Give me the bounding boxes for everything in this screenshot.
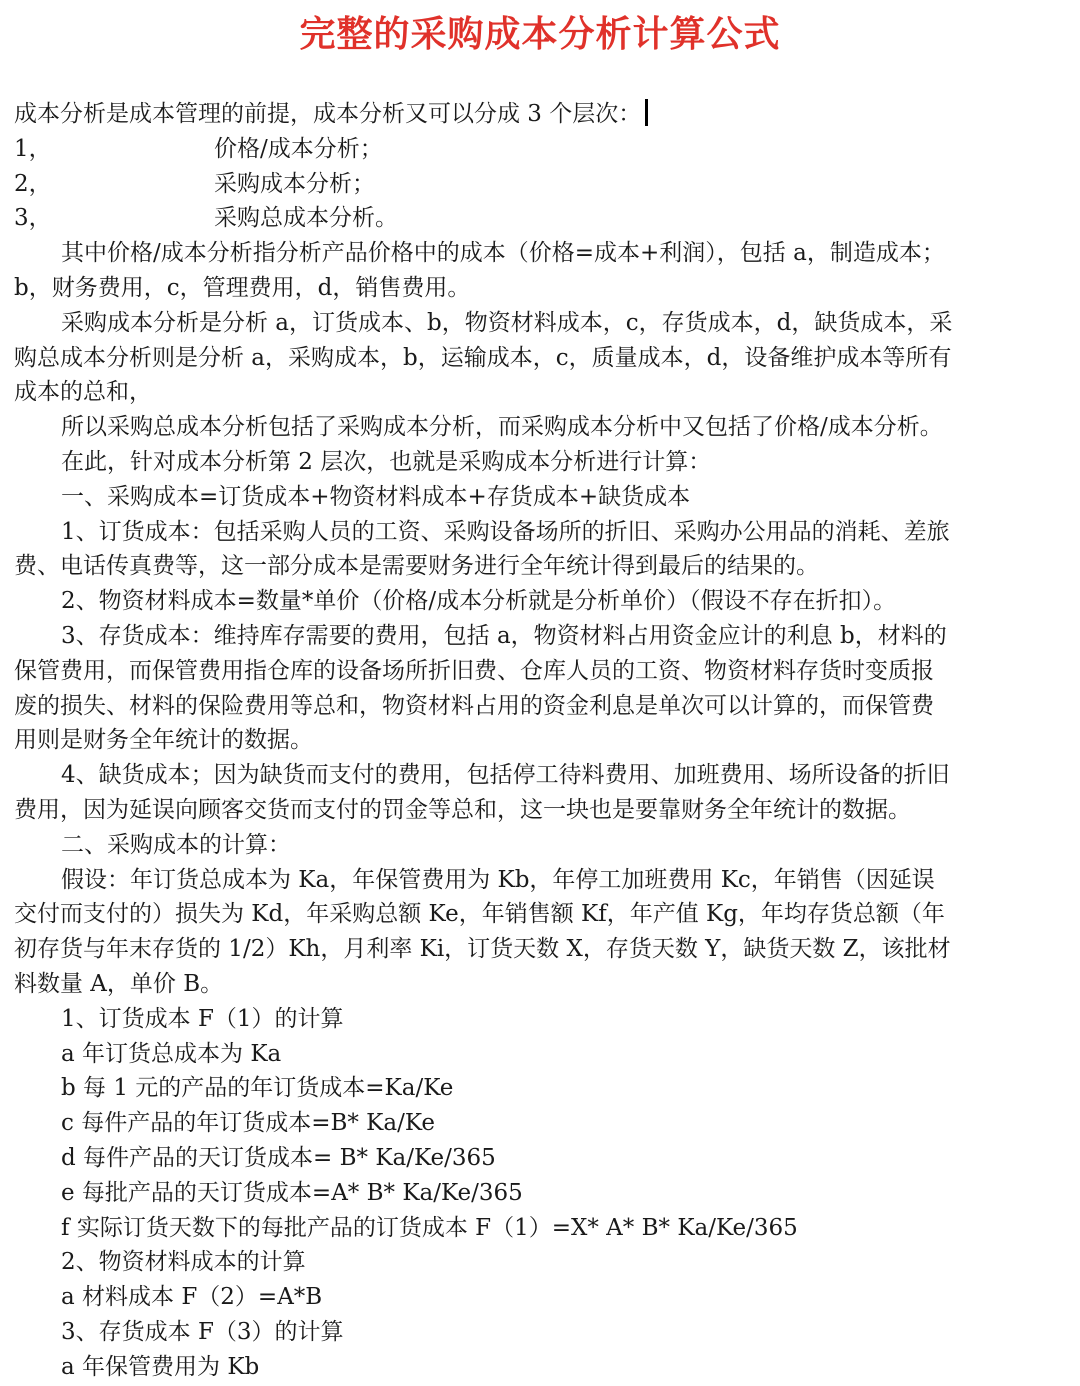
section-heading-2: 二、采购成本的计算： — [61, 831, 291, 858]
formula-line: a 年保管费用为 Kb — [61, 1353, 260, 1380]
formula-line: a 材料成本 F（2）=A*B — [61, 1284, 323, 1311]
formula-heading-1: 1、订货成本 F（1）的计算 — [61, 1005, 344, 1032]
intro-paragraph[interactable]: 成本分析是成本管理的前提，成本分析又可以分成 3 个层次： — [14, 97, 954, 132]
formula-line: e 每批产品的天订货成本=A* B* Ka/Ke/365 — [61, 1179, 523, 1206]
level-item: 2， 采购成本分析； — [14, 170, 375, 197]
conclusion-paragraph: 所以采购总成本分析包括了采购成本分析，而采购成本分析中又包括了价格/成本分析。 — [61, 414, 943, 441]
material-cost-item: 2、物资材料成本=数量*单价（价格/成本分析就是分析单价）（假设不存在折扣）。 — [61, 588, 897, 615]
level-item: 1， 价格/成本分析； — [14, 135, 383, 162]
order-cost-item: 1、订货成本：包括采购人员的工资、采购设备场所的折旧、采购办公用品的消耗、差旅费、电话传真费等，这一部分成本是需要财务进行全年统计得到最后的结果的。 — [14, 518, 950, 580]
section-heading-1: 一、采购成本=订货成本+物资材料成本+存货成本+缺货成本 — [61, 483, 691, 510]
shortage-cost-item: 4、缺货成本；因为缺货而支付的费用，包括停工待料费用、加班费用、场所设备的折旧费用，因为延误向顾客交货而支付的罚金等总和，这一块也是要靠财务全年统计的数据。 — [14, 762, 950, 823]
price-analysis-paragraph: 其中价格/成本分析指分析产品价格中的成本（价格=成本+利润），包括 a，制造成本；b，财务费用，c，管理费用，d，销售费用。 — [14, 240, 945, 301]
inventory-cost-item: 3、存货成本：维持库存需要的费用，包括 a，物资材料占用资金应计的利息 b，材料的保管费用，而保管费用指仓库的设备场所折旧费、仓库人员的工资、物资材料存货时变质报废的损失、材料的保险费用等总和，物资材料占用的资金利息是单次可以计算的，而保管费用则是财务全年统计的数据。 — [14, 622, 947, 754]
formula-line: a 年订货总成本为 Ka — [61, 1040, 282, 1067]
document-body — [14, 97, 954, 1384]
text-cursor — [645, 99, 648, 126]
formula-line: f 实际订货天数下的每批产品的订货成本 F（1）=X* A* B* Ka/Ke/365 — [61, 1214, 798, 1241]
purchase-analysis-paragraph: 采购成本分析是分析 a，订货成本、b，物资材料成本，c，存货成本，d，缺货成本，采购总成本分析则是分析 a，采购成本，b，运输成本，c，质量成本，d，设备维护成本等所有成本的总和， — [14, 309, 953, 406]
formula-line: d 每件产品的天订货成本= B* Ka/Ke/365 — [61, 1144, 496, 1171]
formula-heading-2: 2、物资材料成本的计算 — [61, 1249, 306, 1276]
formula-line: b 每 1 元的产品的年订货成本=Ka/Ke — [61, 1075, 454, 1102]
page-title: 完整的采购成本分析计算公式 — [299, 13, 781, 55]
formula-heading-3: 3、存货成本 F（3）的计算 — [61, 1318, 344, 1345]
formula-line: c 每件产品的年订货成本=B* Ka/Ke — [61, 1110, 435, 1137]
level-item: 3， 采购总成本分析。 — [14, 205, 398, 232]
assumption-paragraph: 假设：年订货总成本为 Ka，年保管费用为 Kb，年停工加班费用 Kc，年销售（因延误交付而支付的）损失为 Kd，年采购总额 Ke，年销售额 Kf，年产值 Kg，年均存货总额（年初存货与年末存货的 1/2）Kh，月利率 Ki，订货天数 X，存货天数 Y，缺货天数 Z，该批材料数量 A，单价 B。 — [14, 866, 951, 997]
calculation-intro: 在此，针对成本分析第 2 层次，也就是采购成本分析进行计算： — [61, 448, 712, 475]
